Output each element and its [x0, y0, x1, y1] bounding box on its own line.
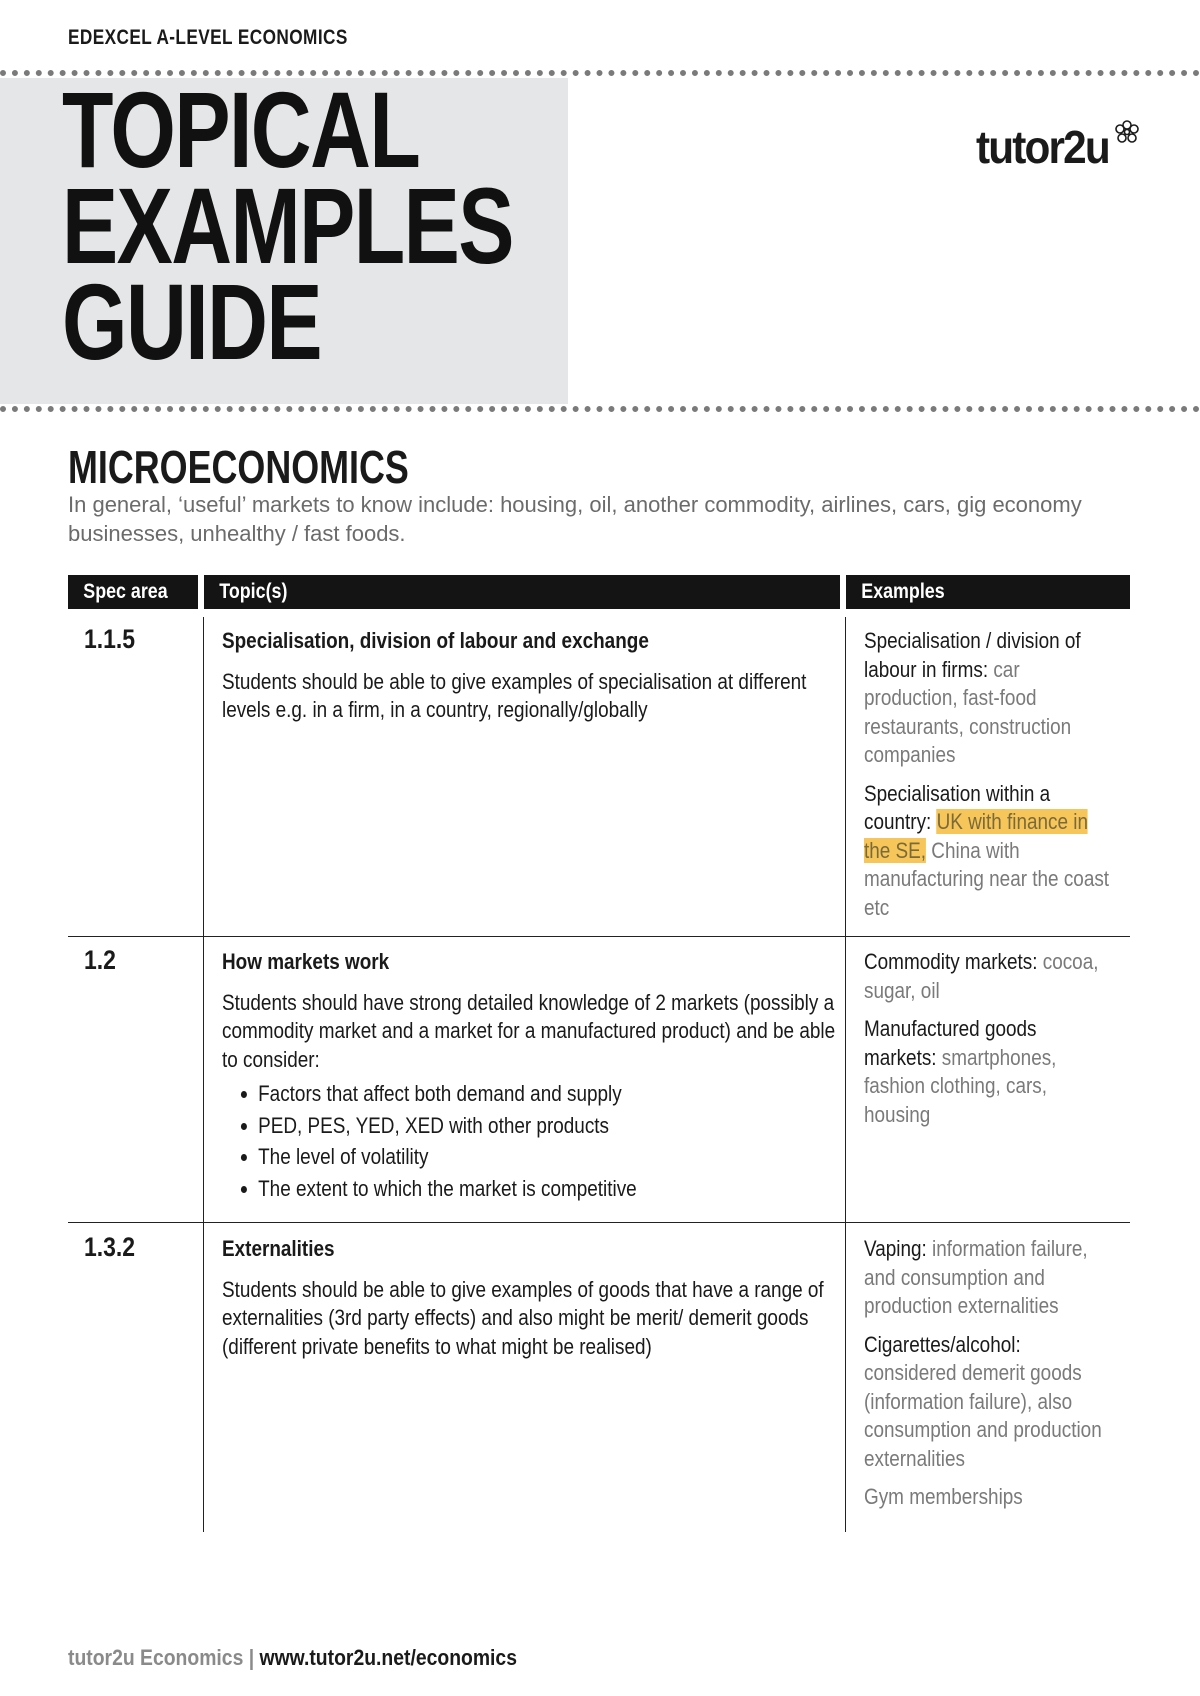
example-item: Manufactured goods markets: smartphones, fashion clothing, cars, housing: [864, 1016, 1057, 1127]
row-divider: [68, 936, 1130, 937]
section-title: MICROECONOMICS: [68, 441, 409, 493]
topic-cell: [222, 1235, 841, 1361]
dotted-divider: [0, 406, 1200, 412]
topic-text: Students should be able to give examples of goods that have a range of externalities (3rd party effects) and also might be merit/ demerit goods (different private benefits to what might be realised): [222, 1276, 824, 1359]
example-item: Vaping: information failure, and consumption and production externalities: [864, 1236, 1088, 1318]
topic-text: Students should be able to give examples of specialisation at different levels e.g. in a firm, in a country, regionally/globally: [222, 668, 807, 722]
column-header-examples: Examples: [846, 575, 1130, 609]
example-item: Cigarettes/alcohol: considered demerit goods (information failure), also consumption and production externalities: [864, 1331, 1102, 1471]
example-item: Gym memberships: [864, 1484, 1023, 1509]
column-divider: [203, 617, 204, 1532]
topic-cell: [222, 627, 841, 725]
column-divider: [845, 617, 846, 1532]
topic-heading: Externalities: [222, 1236, 335, 1261]
list-item: • Factors that affect both demand and supply: [258, 1078, 841, 1110]
examples-cell: [864, 627, 1109, 932]
title-line: TOPICAL: [62, 69, 420, 190]
footer: tutor2u Economics | www.tutor2u.net/economics: [68, 1645, 517, 1670]
row-divider: [68, 1222, 1130, 1223]
topic-text: Students should have strong detailed knowledge of 2 markets (possibly a commodity market and a market for a manufactured product) and be able to consider:: [222, 989, 836, 1072]
example-item: Specialisation / division of labour in firms: car production, fast-food restaurants, construction companies: [864, 628, 1081, 767]
header-label: EDEXCEL A-LEVEL ECONOMICS: [68, 26, 348, 49]
column-header-topic: Topic(s): [204, 575, 840, 609]
highlighted-text: UK with finance in the SE,: [864, 809, 1089, 863]
examples-cell: [864, 948, 1109, 1139]
topic-heading: Specialisation, division of labour and exchange: [222, 628, 649, 653]
topic-cell: [222, 948, 841, 1204]
example-item: Commodity markets: cocoa, sugar, oil: [864, 949, 1099, 1003]
list-item: • The level of volatility: [258, 1141, 841, 1173]
topic-heading: How markets work: [222, 949, 390, 974]
title-line: GUIDE: [62, 261, 321, 382]
flower-icon: [1112, 118, 1142, 148]
topic-bullets: [222, 1078, 841, 1204]
column-header-spec: Spec area: [68, 575, 198, 609]
spec-area: 1.2: [84, 945, 116, 975]
footer-url[interactable]: www.tutor2u.net/economics: [259, 1645, 517, 1670]
page-title: [62, 69, 513, 382]
tutor2u-logo: tutor2u: [976, 121, 1109, 173]
list-item: • The extent to which the market is competitive: [258, 1173, 841, 1205]
title-line: EXAMPLES: [62, 165, 513, 286]
spec-area: 1.1.5: [84, 624, 136, 654]
footer-brand: tutor2u Economics: [68, 1645, 244, 1670]
list-item: • PED, PES, YED, XED with other products: [258, 1110, 841, 1142]
section-intro: In general, ‘useful’ markets to know include: housing, oil, another commodity, airlines, cars, gig economy businesses, unhealthy / fast foods.: [68, 492, 1082, 546]
spec-area: 1.3.2: [84, 1232, 136, 1262]
example-item: Specialisation within a country: UK with finance in the SE, China with manufacturing near the coast etc: [864, 780, 1110, 920]
examples-cell: [864, 1235, 1109, 1522]
